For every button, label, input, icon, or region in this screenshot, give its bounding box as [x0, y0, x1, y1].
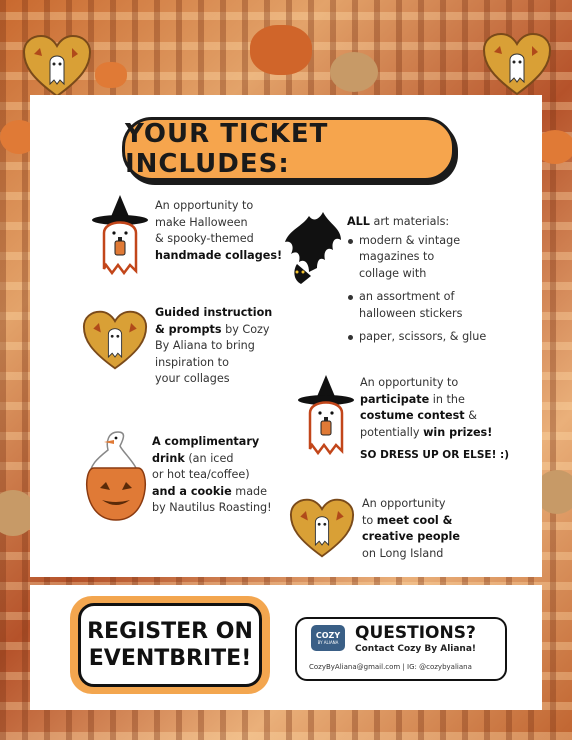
meet-text — [362, 496, 460, 562]
contest-text-part: in the — [429, 392, 465, 406]
bat-icon — [283, 210, 345, 292]
drink-line: or hot tea/coffee) — [152, 468, 250, 481]
drink-highlight: A complimentary — [152, 435, 260, 448]
collage-line: An opportunity to — [155, 199, 254, 212]
materials-list — [347, 233, 486, 346]
meet-line — [362, 513, 460, 530]
drink-line: by Nautilus Roasting! — [152, 501, 272, 514]
ticket-banner — [122, 117, 455, 181]
contest-line: An opportunity to — [360, 376, 459, 389]
meet-line: An opportunity — [362, 497, 446, 510]
guided-highlight: & prompts — [155, 322, 222, 336]
contest-line — [360, 392, 509, 409]
witch-ghost-icon — [296, 373, 358, 461]
guided-line — [155, 322, 272, 339]
drink-text — [152, 434, 272, 517]
heart-ghost-icon — [82, 308, 148, 372]
collage-line: & spooky-themed — [155, 232, 254, 245]
register-eventbrite-button[interactable] — [70, 596, 270, 694]
contest-line — [360, 425, 509, 442]
logo-text: COZY — [315, 631, 341, 640]
cookie-decoration — [330, 52, 378, 92]
materials-item-line: paper, scissors, & glue — [359, 330, 487, 343]
collage-highlight: handmade collages! — [155, 248, 283, 262]
collage-text — [155, 198, 282, 264]
register-line: EVENTBRITE! — [88, 646, 252, 671]
meet-highlight: meet cool & — [376, 513, 453, 527]
meet-highlight: creative people — [362, 530, 460, 543]
guided-highlight: Guided instruction — [155, 306, 273, 319]
drink-highlight: and a cookie — [152, 484, 232, 498]
materials-list-item — [359, 289, 486, 322]
heart-ghost-sticker-icon — [482, 32, 552, 96]
contest-highlight: participate — [360, 392, 430, 406]
drink-text-part: (an iced — [184, 451, 234, 465]
drink-highlight: drink — [152, 451, 185, 465]
collage-line: make Halloween — [155, 215, 248, 229]
contest-text-part: potentially — [360, 425, 424, 439]
banner-title: YOUR TICKET INCLUDES: — [125, 119, 329, 179]
pumpkin-bucket-ghost-icon — [78, 428, 154, 524]
contact-info: CozyByAliana@gmail.com | IG: @cozybyaliana — [309, 663, 472, 671]
questions-subtitle: Contact Cozy By Aliana! — [355, 644, 477, 654]
materials-heading — [347, 214, 486, 231]
cozy-logo — [311, 625, 345, 651]
drink-line — [152, 484, 272, 501]
contest-text-part: & — [464, 409, 477, 422]
logo-subtext: BY ALIANA — [317, 640, 339, 645]
guided-text-part: by Cozy — [221, 322, 270, 336]
contest-highlight: win prizes! — [423, 425, 493, 439]
drink-text-part: made — [231, 484, 268, 498]
heart-ghost-icon — [289, 495, 355, 561]
drink-line — [152, 451, 272, 468]
guided-line: By Aliana to bring — [155, 339, 255, 352]
contest-highlight: costume contest — [360, 409, 465, 422]
materials-item-line: modern & vintage — [359, 233, 461, 247]
guided-line: your collages — [155, 372, 230, 385]
materials-heading-rest: art materials: — [369, 215, 450, 228]
materials-text — [347, 214, 486, 353]
pumpkin-decoration — [95, 62, 127, 88]
questions-title: QUESTIONS? — [355, 623, 476, 643]
contest-cta: SO DRESS UP OR ELSE! :) — [360, 449, 510, 461]
pumpkin-decoration — [250, 25, 312, 75]
register-button-inner — [78, 603, 262, 687]
meet-text-part: to — [362, 513, 377, 527]
guided-line: inspiration to — [155, 355, 229, 369]
witch-ghost-icon — [90, 193, 152, 281]
heart-ghost-sticker-icon — [22, 34, 92, 98]
materials-heading-bold: ALL — [347, 215, 370, 228]
contest-text — [360, 375, 509, 464]
materials-item-line: halloween stickers — [359, 306, 463, 320]
register-line: REGISTER ON — [87, 619, 253, 644]
materials-list-item — [359, 233, 486, 283]
questions-card — [295, 617, 507, 681]
materials-list-item — [359, 329, 486, 346]
meet-line: on Long Island — [362, 546, 444, 560]
materials-item-line: an assortment of — [359, 290, 455, 303]
materials-item-line: collage with — [359, 266, 427, 280]
guided-text — [155, 305, 272, 388]
materials-item-line: magazines to — [359, 250, 435, 263]
contest-line — [360, 408, 509, 425]
